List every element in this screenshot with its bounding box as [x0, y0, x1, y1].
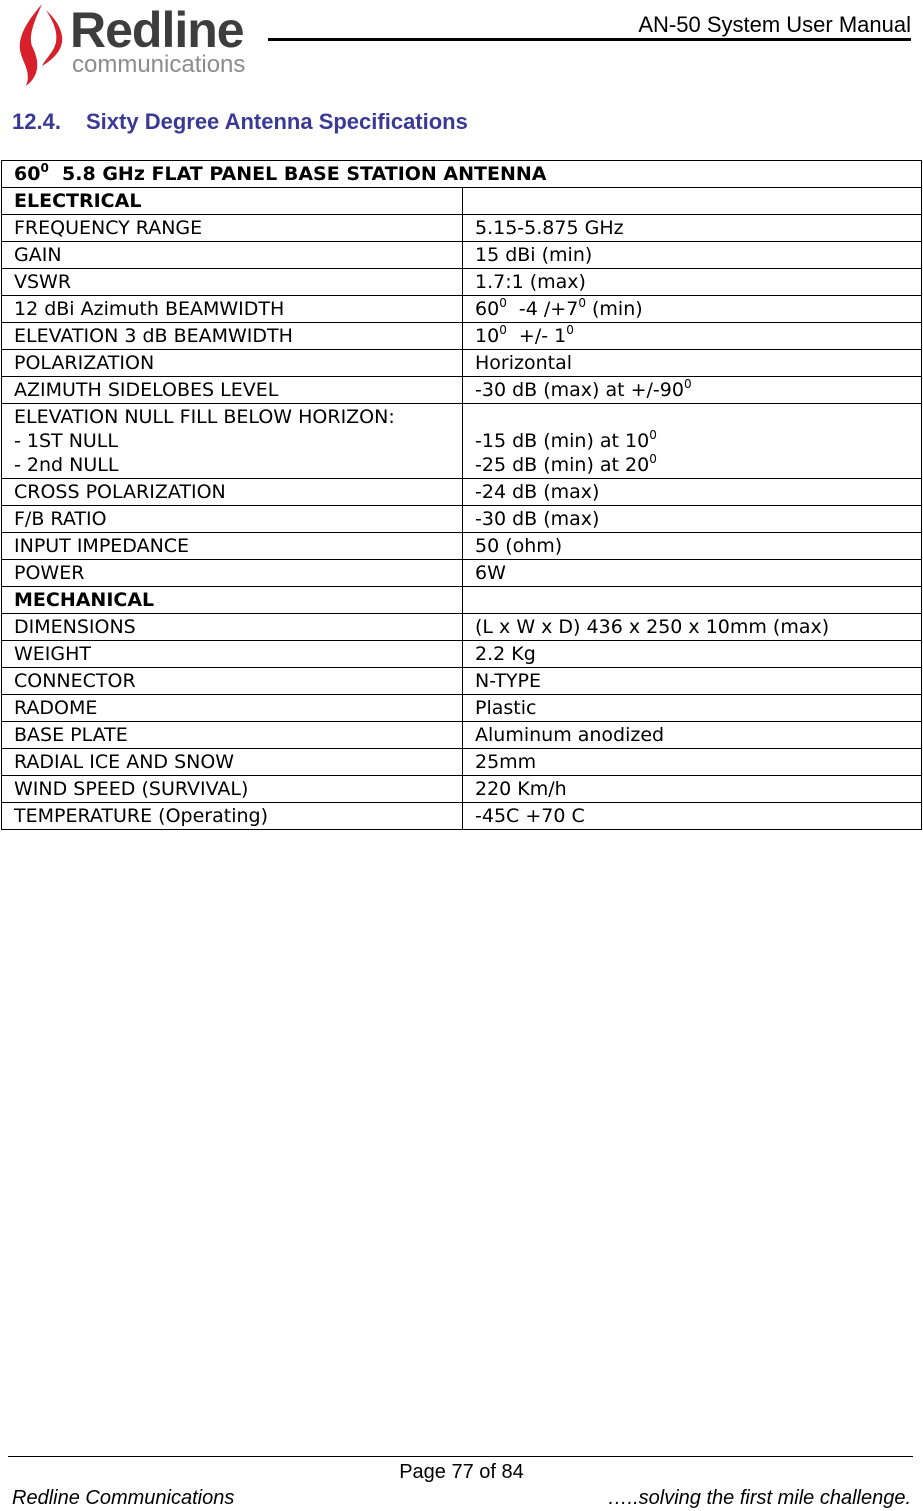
- page-number: Page 77 of 84: [399, 1461, 524, 1483]
- spec-label: POLARIZATION: [2, 350, 463, 377]
- table-row: [2, 377, 922, 404]
- page-header: [0, 0, 923, 90]
- spec-label: CROSS POLARIZATION: [2, 479, 463, 506]
- antenna-spec-table: [1, 160, 922, 830]
- table-title: $60^0$ 5.8 GHz FLAT PANEL BASE STATION ANTENNA: [2, 161, 922, 188]
- spec-value: 5.15-5.875 GHz: [463, 215, 922, 242]
- table-row: [2, 404, 922, 479]
- spec-label: CONNECTOR: [2, 668, 463, 695]
- table-row: [2, 695, 922, 722]
- spec-label: DIMENSIONS: [2, 614, 463, 641]
- section-heading: [12, 108, 468, 136]
- table-row: [2, 296, 922, 323]
- table-row: [2, 560, 922, 587]
- table-row: [2, 350, 922, 377]
- table-row: [2, 323, 922, 350]
- spec-value: $60^0$ -4 $/+7^0$ (min): [463, 296, 922, 323]
- spec-value: 2.2 Kg: [463, 641, 922, 668]
- spec-label: FREQUENCY RANGE: [2, 215, 463, 242]
- footer-company: Redline Communications: [12, 1487, 235, 1509]
- table-title-row: [2, 161, 922, 188]
- spec-label: 12 dBi Azimuth BEAMWIDTH: [2, 296, 463, 323]
- spec-label: F/B RATIO: [2, 506, 463, 533]
- spec-value: (L x W x D) 436 x 250 x 10mm (max): [463, 614, 922, 641]
- logo-subtext: communications: [72, 51, 246, 78]
- spec-value: $10^0$ +/- $1^0$: [463, 323, 922, 350]
- table-row: [2, 803, 922, 830]
- spec-label: WEIGHT: [2, 641, 463, 668]
- spec-value: 6W: [463, 560, 922, 587]
- table-row: [2, 749, 922, 776]
- section-label-electrical: ELECTRICAL: [2, 188, 463, 215]
- table-row: [2, 641, 922, 668]
- table-row: [2, 242, 922, 269]
- table-section-row: [2, 587, 922, 614]
- spec-value: 220 Km/h: [463, 776, 922, 803]
- table-row: [2, 215, 922, 242]
- table-row: [2, 533, 922, 560]
- spec-label: AZIMUTH SIDELOBES LEVEL: [2, 377, 463, 404]
- spec-label: RADOME: [2, 695, 463, 722]
- spec-label: WIND SPEED (SURVIVAL): [2, 776, 463, 803]
- table-row: [2, 668, 922, 695]
- spec-value: N-TYPE: [463, 668, 922, 695]
- spec-value: 1.7:1 (max): [463, 269, 922, 296]
- section-number: 12.4.: [12, 109, 61, 134]
- table-row: [2, 614, 922, 641]
- header-rule: [268, 38, 911, 41]
- logo-wordmark: Redline: [70, 2, 244, 58]
- spec-label: INPUT IMPEDANCE: [2, 533, 463, 560]
- table-row: [2, 722, 922, 749]
- table-row: [2, 506, 922, 533]
- spec-label: ELEVATION NULL FILL BELOW HORIZON: - 1ST NULL - 2nd NULL: [2, 404, 463, 479]
- footer-tagline: …..solving the first mile challenge.: [607, 1487, 911, 1509]
- spec-label: RADIAL ICE AND SNOW: [2, 749, 463, 776]
- spec-value: Plastic: [463, 695, 922, 722]
- manual-title: AN-50 System User Manual: [638, 12, 911, 37]
- section-title-text: Sixty Degree Antenna Specifications: [86, 109, 468, 134]
- spec-value: Horizontal: [463, 350, 922, 377]
- spec-value: 25mm: [463, 749, 922, 776]
- spec-value: -15 dB (min) at $10^0$ -25 dB (min) at $20^0$: [463, 404, 922, 479]
- redline-swoosh-icon: [12, 0, 72, 88]
- spec-label: ELEVATION 3 dB BEAMWIDTH: [2, 323, 463, 350]
- table-section-row: [2, 188, 922, 215]
- section-label-mechanical: MECHANICAL: [2, 587, 463, 614]
- footer-rule: [8, 1456, 913, 1457]
- spec-value: 50 (ohm): [463, 533, 922, 560]
- spec-value: -45C +70 C: [463, 803, 922, 830]
- spec-label: VSWR: [2, 269, 463, 296]
- table-row: [2, 776, 922, 803]
- redline-logo: [12, 0, 262, 88]
- spec-label: POWER: [2, 560, 463, 587]
- spec-label: GAIN: [2, 242, 463, 269]
- table-row: [2, 479, 922, 506]
- spec-value: -30 dB (max) at $+/-90^0$: [463, 377, 922, 404]
- spec-value: -24 dB (max): [463, 479, 922, 506]
- table-row: [2, 269, 922, 296]
- spec-label: BASE PLATE: [2, 722, 463, 749]
- spec-value: 15 dBi (min): [463, 242, 922, 269]
- spec-value: -30 dB (max): [463, 506, 922, 533]
- spec-label: TEMPERATURE (Operating): [2, 803, 463, 830]
- spec-value: Aluminum anodized: [463, 722, 922, 749]
